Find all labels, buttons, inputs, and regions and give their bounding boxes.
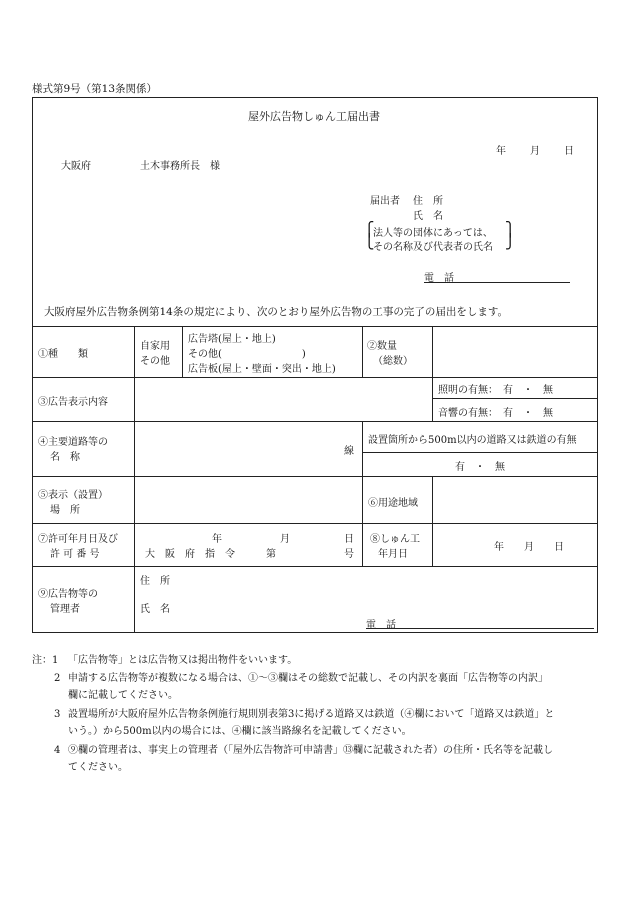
manager-sub-label: 管理者: [50, 604, 80, 615]
completion-date-label: 年月日: [378, 549, 408, 560]
statement-text: 大阪府屋外広告物条例第14条の規定により、次のとおり屋外広告物の工事の完了の届出をします。: [44, 306, 509, 318]
completion-date: 年 月 日: [494, 542, 564, 553]
manager-phone-label: 電 話: [366, 620, 396, 631]
applicant-phone-underline: [424, 282, 570, 283]
road-label: ④主要道路等の: [38, 437, 108, 448]
note-3-line1: 設置場所が大阪府屋外広告物条例施行規則別表第3に掲げる道路又は鉄道（④欄において「道路又は鉄道」と: [68, 709, 555, 720]
manager-address-label: 住 所: [140, 576, 170, 587]
applicant-address-label: 住 所: [413, 196, 443, 207]
note-3-number: 3: [54, 709, 61, 720]
quantity-label: ②数量: [367, 341, 397, 352]
content-label: ③広告表示内容: [38, 397, 108, 408]
manager-name-label: 氏 名: [140, 604, 170, 615]
road-name-label: 名 称: [50, 452, 80, 463]
column-divider: [362, 326, 363, 377]
notes-head: 注：1: [32, 655, 59, 666]
bracket-left-icon: ⎧: [364, 222, 375, 238]
row-divider: [32, 523, 598, 524]
sound-option: 音響の有無： 有 ・ 無: [438, 408, 553, 419]
type-label: ①種 類: [38, 349, 88, 360]
permit-label: ⑦許可年月日及び: [38, 534, 118, 545]
road-distance-answer: 有 ・ 無: [455, 462, 505, 473]
addressee-office: 土木事務所長 様: [140, 161, 220, 172]
bracket-left-bottom-icon: ⎩: [364, 234, 375, 250]
column-divider: [134, 326, 135, 633]
column-divider: [432, 476, 433, 566]
applicant-name-label: 氏 名: [413, 211, 443, 222]
note-2-line1: 申請する広告物等が複数になる場合は、①～③欄はその総数で記載し、その内訳を裏面「広告物等の内訳」: [68, 673, 548, 684]
note-2-number: 2: [54, 673, 61, 684]
date-year: 年: [496, 146, 506, 157]
corp-note-line2: その名称及び代表者の氏名: [373, 242, 493, 253]
row-divider: [32, 566, 598, 567]
manager-phone-underline: [366, 628, 594, 629]
applicant-phone-label: 電 話: [424, 273, 454, 284]
type-option-tower: 広告塔(屋上・地上): [188, 334, 276, 345]
type-option-other: その他( ): [188, 349, 306, 360]
date-month: 月: [530, 146, 540, 157]
addressee-prefecture: 大阪府: [61, 161, 91, 172]
location-place-label: 場 所: [50, 505, 80, 516]
note-4-line1: ⑨欄の管理者は、事実上の管理者（「屋外広告物許可申請書」⑬欄に記載された者）の住所・氏名等を記載し: [68, 745, 553, 756]
column-divider: [362, 421, 363, 566]
permit-issuer: 大 阪 府 指 令: [145, 549, 235, 560]
note-3-line2: いう。）から500m以内の場合には、④欄に該当路線名を記載してください。: [68, 726, 412, 737]
type-other-label: その他: [140, 356, 170, 367]
form-number-label: 様式第9号（第13条関係）: [32, 83, 158, 95]
permit-go: 号: [344, 549, 354, 560]
column-divider: [432, 326, 433, 421]
row-divider: [432, 398, 598, 399]
row-divider: [32, 421, 598, 422]
row-divider: [362, 452, 598, 453]
location-label: ⑤表示（設置）: [38, 490, 108, 501]
permit-year: 年: [212, 534, 222, 545]
road-distance-question: 設置箇所から500m以内の道路又は鉄道の有無: [368, 435, 577, 446]
row-divider: [32, 476, 598, 477]
permit-number-label: 許 可 番 号: [50, 549, 100, 560]
note-2-line2: 欄に記載してください。: [68, 690, 178, 701]
note-4-number: 4: [54, 745, 61, 756]
bracket-right-icon: ⎫: [505, 222, 516, 238]
column-divider: [182, 326, 183, 377]
note-4-line2: てください。: [68, 762, 128, 773]
bracket-right-bottom-icon: ⎭: [505, 234, 516, 250]
lighting-option: 照明の有無： 有 ・ 無: [438, 385, 553, 396]
applicant-label: 届出者: [370, 196, 400, 207]
table-top-border: [32, 326, 598, 327]
permit-dai: 第: [266, 549, 276, 560]
permit-day: 日: [344, 534, 354, 545]
quantity-total-label: （総数）: [373, 356, 413, 367]
road-line-suffix: 線: [344, 446, 354, 457]
row-divider: [32, 377, 598, 378]
permit-month: 月: [280, 534, 290, 545]
type-option-board: 広告板(屋上・壁面・突出・地上): [188, 364, 336, 375]
corp-note-line1: 法人等の団体にあっては、: [373, 228, 493, 239]
note-1: 「広告物等」とは広告物又は掲出物件をいいます。: [68, 655, 298, 666]
manager-label: ⑨広告物等の: [38, 589, 98, 600]
completion-label: ⑧しゅん工: [370, 534, 420, 545]
date-day: 日: [564, 146, 574, 157]
zone-label: ⑥用途地域: [368, 498, 418, 509]
form-title: 屋外広告物しゅん工届出書: [248, 110, 380, 123]
type-private-label: 自家用: [140, 341, 170, 352]
